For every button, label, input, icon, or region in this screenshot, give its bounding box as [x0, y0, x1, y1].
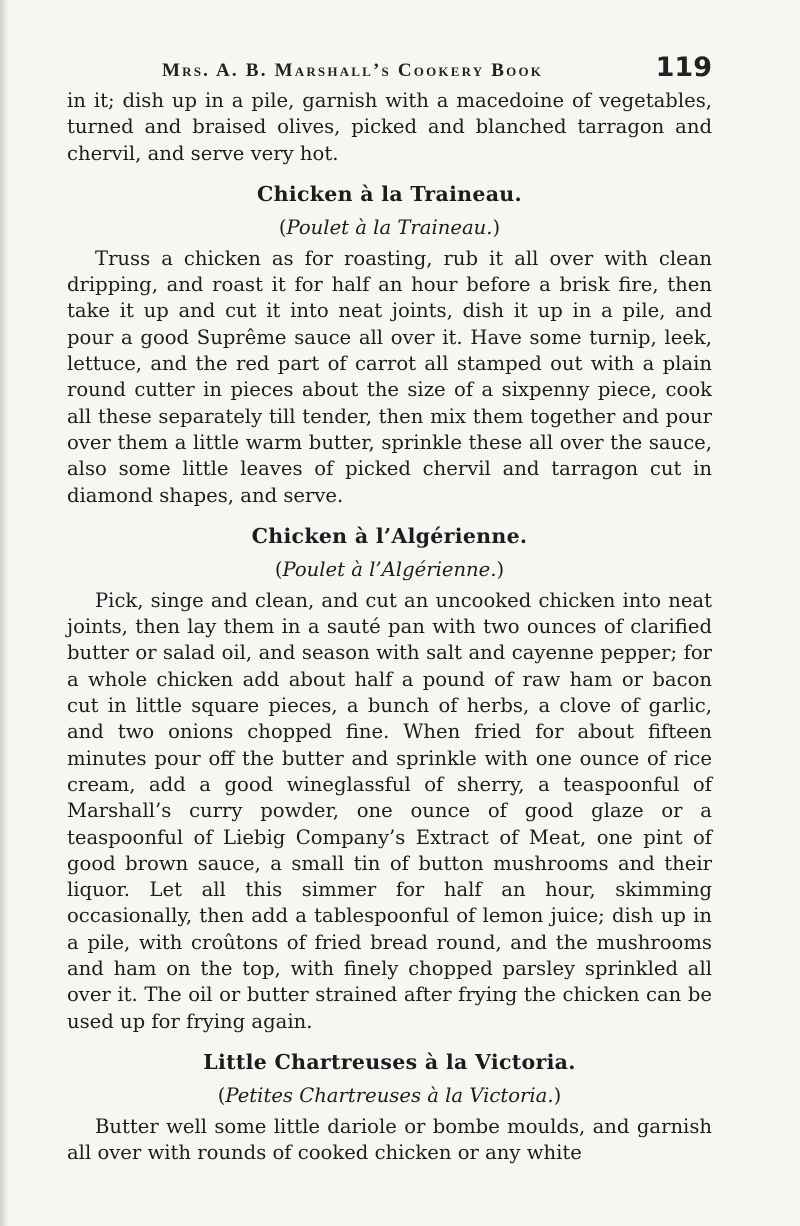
continuation-paragraph: in it; dish up in a pile, garnish with a macedoine of vegetables, turned and braised olives, picked and blanched tarragon and chervil, and serve very hot.: [67, 89, 712, 165]
running-head: [67, 50, 712, 90]
page-edge-shadow: [0, 0, 8, 1226]
recipe-french-title: (Poulet à la Traineau.): [278, 215, 501, 239]
recipe-little-chartreuses: [67, 1049, 712, 1167]
recipe-chicken-traineau: [67, 181, 712, 509]
recipe-title: Chicken à l’Algérienne.: [251, 523, 528, 548]
page-number: 119: [655, 52, 712, 83]
recipe-french-title: (Petites Chartreuses à la Victoria.): [217, 1083, 562, 1107]
recipe-chicken-algerienne: [67, 523, 712, 1035]
page-content: [67, 88, 712, 1167]
recipe-text: Pick, singe and clean, and cut an uncooked chicken into neat joints, then lay them in a sauté pan with two ounces of clarified butter or salad oil, and season with salt and cayenne pepper; for a whole chicken add about half a pound of raw ham or bacon cut in little square pieces, a bunch of herbs, a clove of garlic, and two onions chopped fine. When fried for about fifteen minutes pour off the butter and sprinkle with one ounce of rice cream, add a good wineglassful of sherry, a teaspoonful of Marshall’s curry powder, one ounce of good glaze or a teaspoonful of Liebig Company’s Extract of Meat, one pint of good brown sauce, a small tin of button mushrooms and their liquor. Let all this simmer for half an hour, skimming occasionally, then add a tablespoonful of lemon juice; dish up in a pile, with croûtons of fried bread round, and the mushrooms and ham on the top, with finely chopped parsley sprinkled all over it. The oil or butter strained after frying the chicken can be used up for frying again.: [67, 588, 712, 1033]
recipe-text: Butter well some little dariole or bombe moulds, and garnish all over with rounds of cooked chicken or any white: [67, 1114, 712, 1165]
recipe-title: Chicken à la Traineau.: [257, 181, 522, 206]
recipe-title: Little Chartreuses à la Victoria.: [203, 1049, 576, 1074]
running-title: Mrs. A. B. Marshall’s Cookery Book: [162, 60, 544, 81]
recipe-french-title: (Poulet à l’Algérienne.): [274, 557, 505, 581]
recipe-text: Truss a chicken as for roasting, rub it all over with clean dripping, and roast it for half an hour before a brisk fire, then take it up and cut it into neat joints, dish it up in a pile, and pour a good Suprême sauce all over it. Have some turnip, leek, lettuce, and the red part of carrot all stamped out with a plain round cutter in pieces about the size of a sixpenny piece, cook all these separately till tender, then mix them together and pour over them a little warm butter, sprinkle these all over the sauce, also some little leaves of picked chervil and tarragon cut in diamond shapes, and serve.: [67, 246, 712, 507]
